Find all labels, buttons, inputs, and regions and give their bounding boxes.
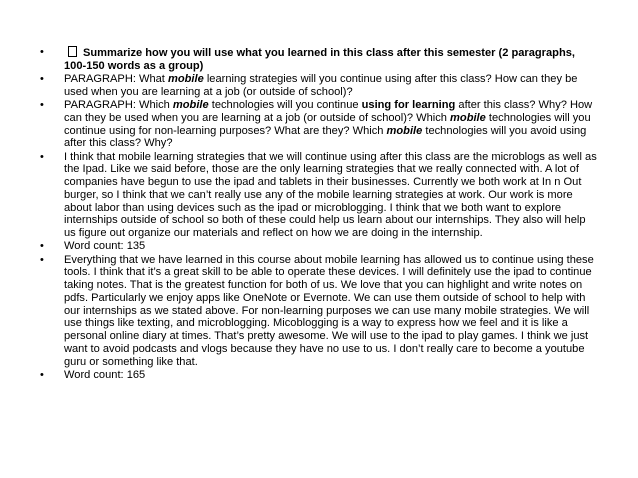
emphasis-mobile: mobile [172,99,209,111]
bullet-answer-paragraph-2 [38,254,598,369]
prompt-text-part: technologies will you continue [208,99,362,111]
prompt-text-part: after this class? Why? How can they be used when you are learning at a job (or outside of school)? Which [64,99,593,124]
bullet-list [38,46,598,382]
missing-glyph-icon [68,46,77,57]
word-count-text: Word count: 135 [64,240,146,253]
bullet-dot: • [40,240,44,253]
bullet-dot: • [40,46,44,58]
bullet-prompt-strategies [38,73,598,99]
bullet-dot: • [40,368,44,381]
bullet-dot: • [40,99,44,111]
bullet-prompt-technologies [38,99,598,150]
answer-paragraph-text: Everything that we have learned in this course about mobile learning has allowed us to continue using these tools. I think that it’s a great skill to be able to operate these devices. I will definitely use the ipad to continue taking notes. That is the greatest function for both of us. We love that you can highlight and write notes on pdfs. Particularly we enjoy apps like OneNote or Evernote. We can use them outside of school to help with our internships as we stated above. For non-learning purposes we can use many mobile strategies. We will use things like texting, and microblogging. Micoblogging is a way to express how we feel and it is like a personal online diary at times. That’s pretty awesome. We will use to the ipad to play games. I think we just want to avoid podcasts and vlogs because they have no use to us. I don’t really care to become a youtube guru or something like that. [64,253,594,368]
emphasis-mobile: mobile [386,124,423,137]
prompt-text-part: PARAGRAPH: What [64,73,168,85]
emphasis-mobile: mobile [450,111,486,124]
bullet-dot: • [40,73,44,85]
bullet-prompt-summary [38,46,598,73]
answer-paragraph-text: I think that mobile learning strategies that we will continue using after this class are the microblogs as well as the Ipad. Like we said before, those are the only learning strategies that we really connected with. A lot of companies have begun to use the ipad and tablets in their businesses. Currently we both work at In n Out burger, so I think that we can’t really use any of the mobile learning strategies at work. Our work is more about labor than using devices such as the ipad or microblogging. I think that we both want to explore internships outside of school so both of these could help us learn about our internships. They also will help us figure out organize our materials and reflect on how we are doing in the internship. [64,150,597,239]
emphasis-using-for-learning: using for learning [361,99,456,111]
bullet-word-count-1 [38,240,598,253]
bullet-dot: • [40,150,44,163]
prompt-text-part: technologies will you continue using for non-learning purposes? What are they? Which [64,111,591,137]
bullet-word-count-2 [38,369,598,382]
word-count-text: Word count: 165 [64,368,146,381]
prompt-text-part: PARAGRAPH: Which [64,99,173,111]
prompt-text-part: learning strategies will you continue using after this class? How can they be used when you are learning at a job (or outside of school)? [64,73,578,98]
prompt-summary-text: Summarize how you will use what you learned in this class after this semester (2 paragraphs, 100-150 words as a group) [64,47,575,72]
bullet-answer-paragraph-1 [38,151,598,240]
bullet-dot: • [40,253,44,266]
prompt-text-part: technologies will you avoid using after this class? Why? [64,124,587,150]
emphasis-mobile: mobile [167,73,204,85]
